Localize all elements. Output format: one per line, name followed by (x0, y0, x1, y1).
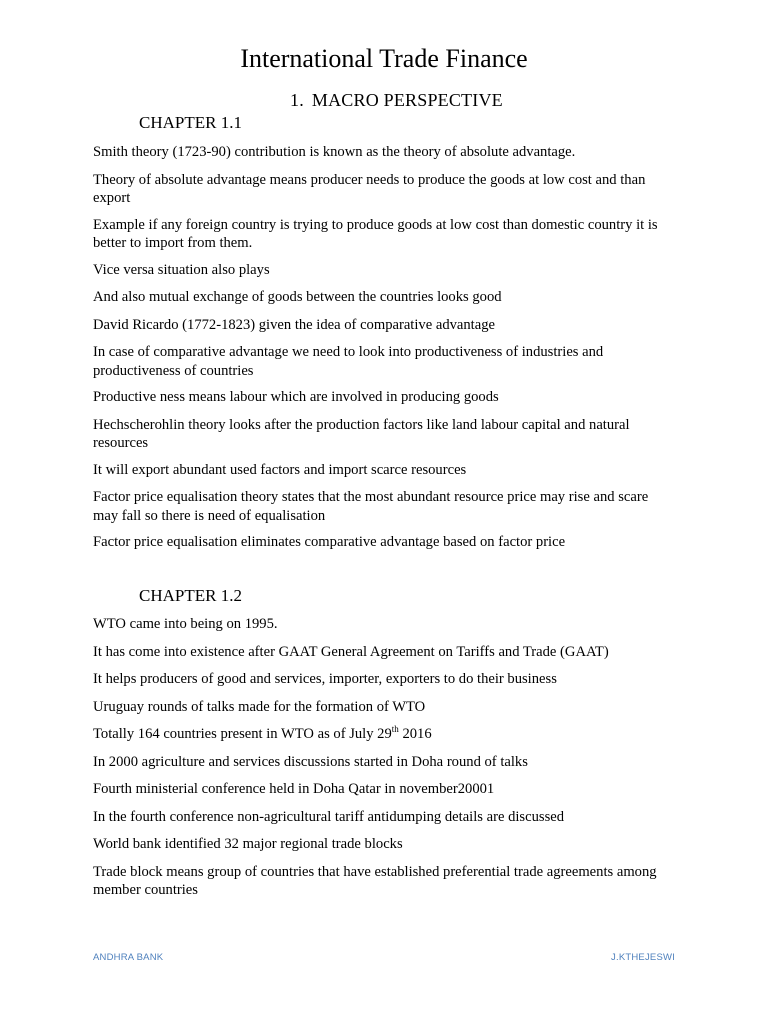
chapter-heading-1-2: CHAPTER 1.2 (139, 586, 242, 605)
footer-left: ANDHRA BANK (93, 952, 164, 963)
paragraph-text: Totally 164 countries present in WTO as of July 29 (93, 726, 392, 742)
paragraph: WTO came into being on 1995. (93, 616, 278, 632)
paragraph: World bank identified 32 major regional trade blocks (93, 836, 403, 852)
chapter-heading-1-1: CHAPTER 1.1 (139, 113, 242, 132)
paragraph-text: 2016 (398, 726, 432, 742)
footer-right: J.KTHEJESWI (611, 952, 675, 963)
chapter-1-2-body (93, 615, 673, 908)
paragraph: It has come into existence after GAAT General Agreement on Tariffs and Trade (GAAT) (93, 643, 609, 660)
chapter-1-1-body (93, 143, 673, 561)
paragraph: Factor price equalisation eliminates comparative advantage based on factor price (93, 534, 566, 550)
part-heading (290, 88, 503, 112)
paragraph: In the fourth conference non-agricultural tariff antidumping details are discussed (93, 808, 565, 825)
paragraph: Productive ness means labour which are involved in producing goods (93, 389, 499, 405)
paragraph: In case of comparative advantage we need to look into productiveness of industries and productiveness of countries (93, 344, 604, 379)
paragraph-wto-countries (93, 725, 673, 744)
part-number: 1. (290, 90, 304, 110)
paragraph: In 2000 agriculture and services discussions started in Doha round of talks (93, 753, 528, 770)
paragraph: Factor price equalisation theory states that the most abundant resource price may rise and scare may fall so there is need of equalisation (93, 489, 649, 524)
paragraph: And also mutual exchange of goods between the countries looks good (93, 289, 502, 305)
paragraph: Vice versa situation also plays (93, 261, 270, 278)
paragraph: It will export abundant used factors and import scarce resources (93, 461, 467, 478)
paragraph: Example if any foreign country is trying to produce goods at low cost than domestic country it is better to import from them. (93, 216, 658, 251)
paragraph: Hechscherohlin theory looks after the production factors like land labour capital and natural resources (93, 416, 630, 451)
paragraph: David Ricardo (1772-1823) given the idea of comparative advantage (93, 316, 495, 333)
document-title: International Trade Finance (240, 44, 528, 73)
paragraph: Trade block means group of countries that have established preferential trade agreements among member countries (93, 863, 657, 898)
paragraph: Fourth ministerial conference held in Doha Qatar in november20001 (93, 781, 495, 797)
paragraph: Smith theory (1723-90) contribution is known as the theory of absolute advantage. (93, 144, 576, 160)
paragraph: It helps producers of good and services, importer, exporters to do their business (93, 671, 557, 687)
superscript: th (391, 724, 399, 735)
paragraph: Uruguay rounds of talks made for the formation of WTO (93, 698, 426, 715)
paragraph: Theory of absolute advantage means producer needs to produce the goods at low cost and than export (93, 171, 646, 206)
part-label: MACRO PERSPECTIVE (311, 90, 503, 110)
